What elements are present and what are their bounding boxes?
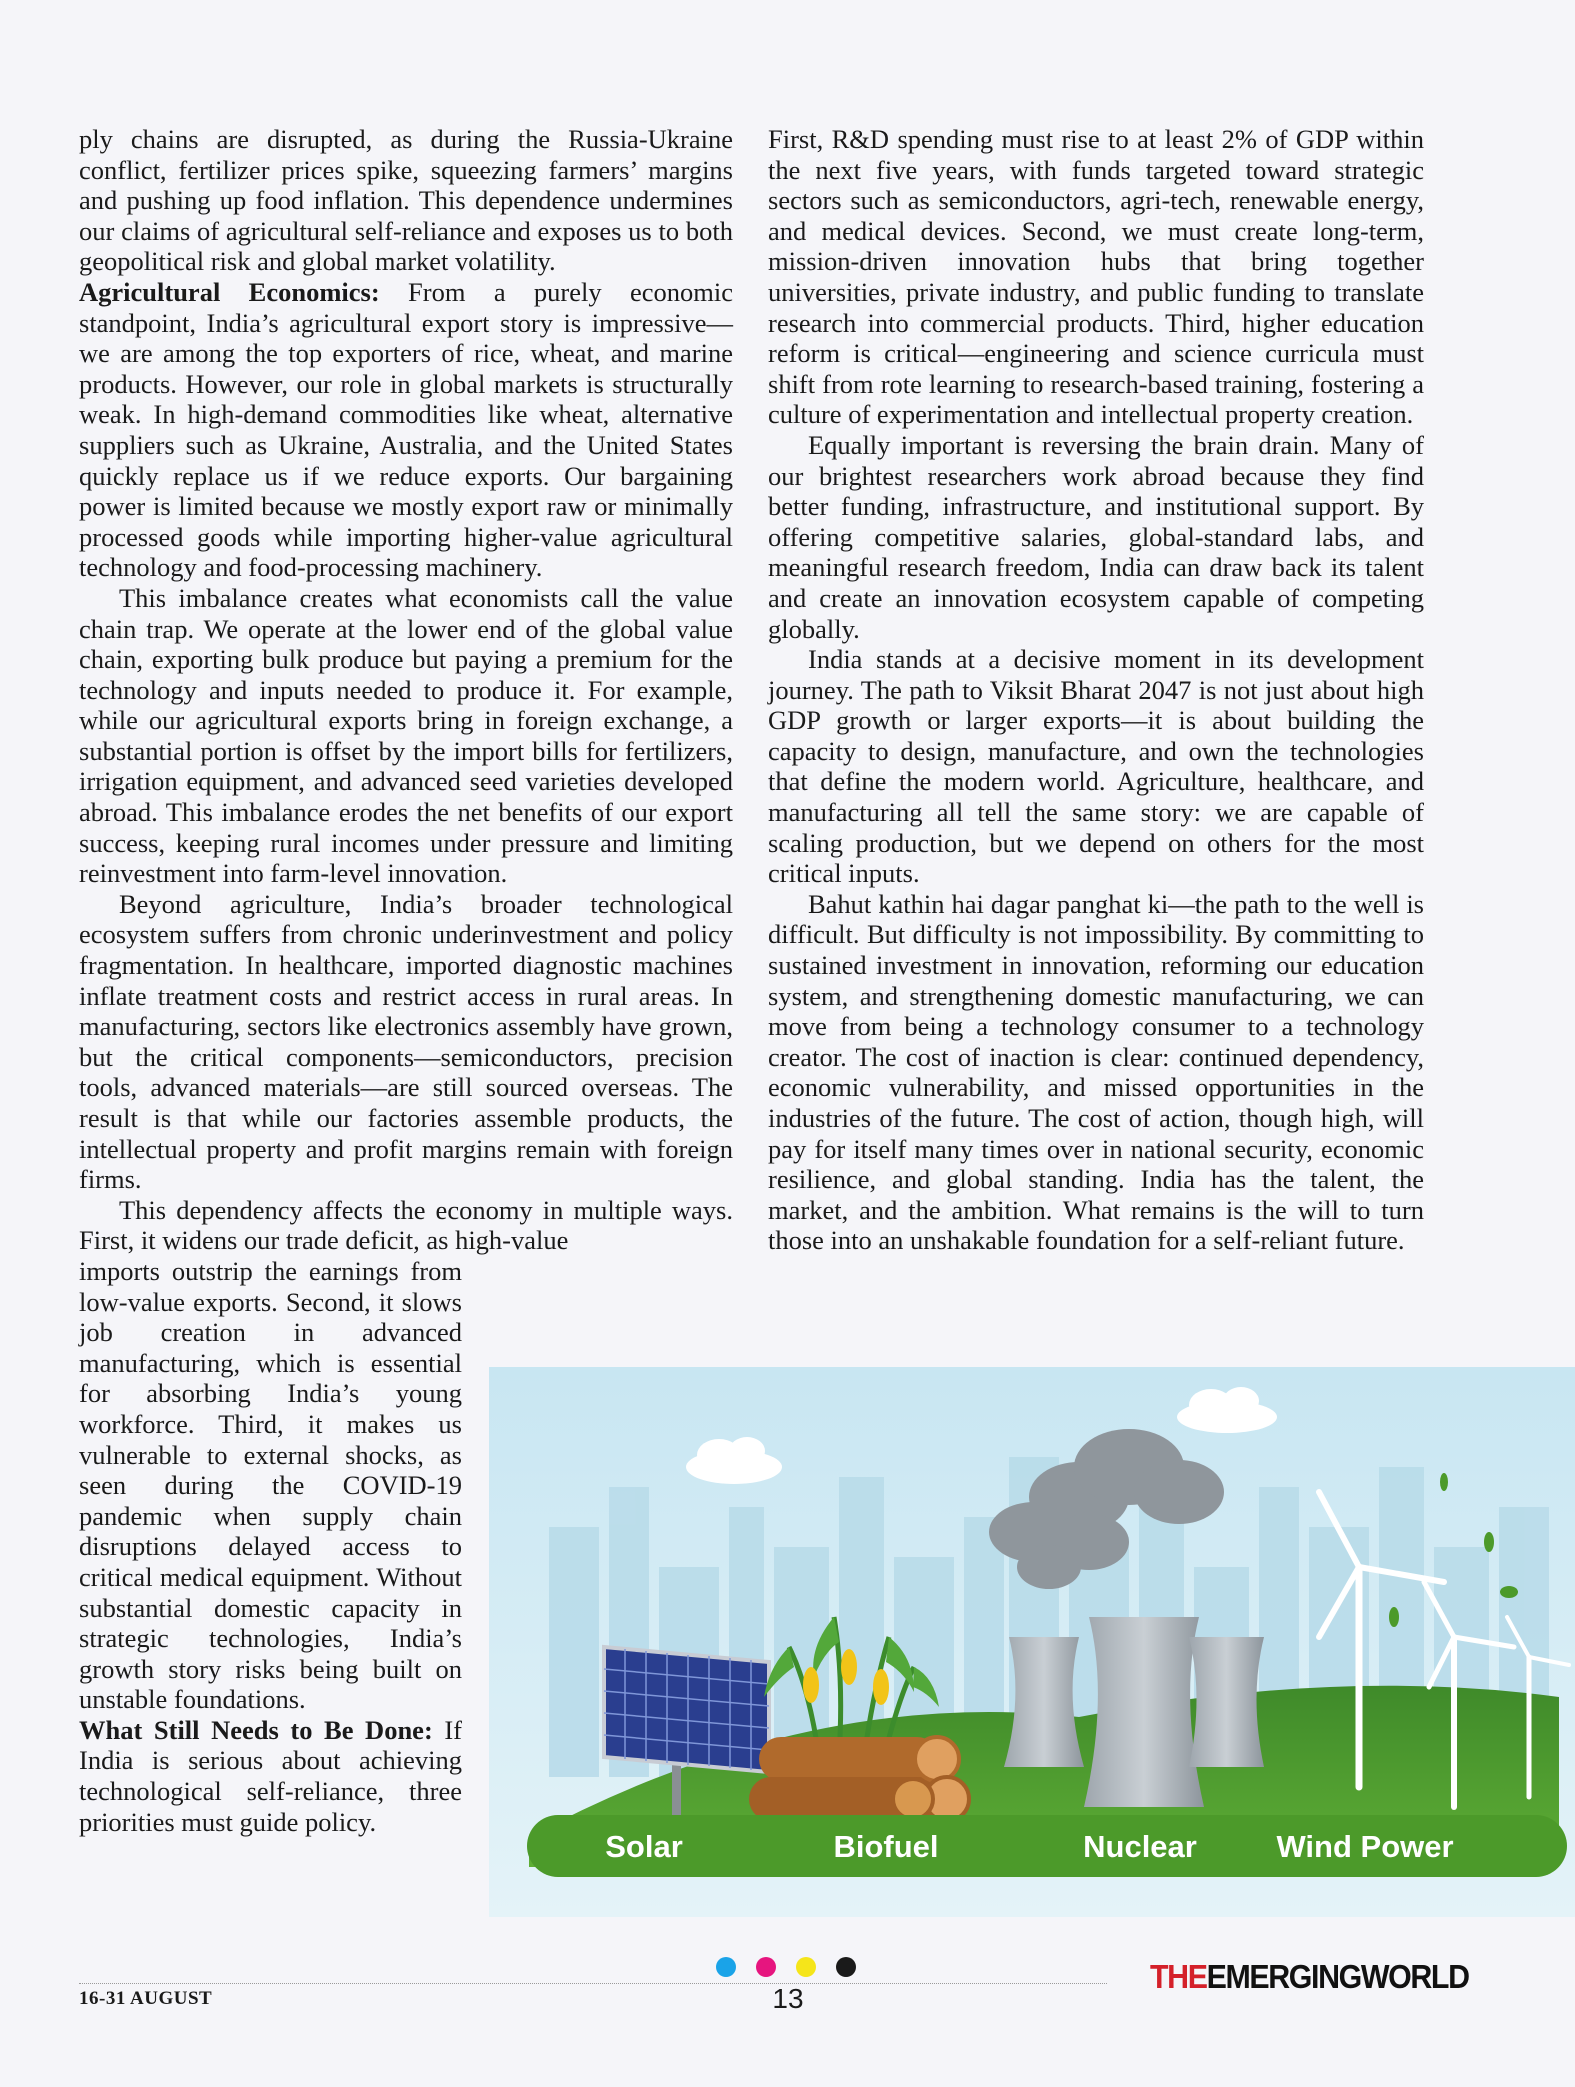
article-right-column: [768, 124, 1424, 1256]
paragraph: Beyond agriculture, India’s broader technological ecosystem suffers from chronic underinvestment and policy fragmentation. In healthcare, imported diagnostic machines inflate treatment costs and restrict access in rural areas. In manufacturing, sectors like electronics assembly have grown, but the critical components—semiconductors, precision tools, advanced materials—are still sourced overseas. The result is that while our factories assemble products, the intellectual property and profit margins remain with foreign firms.: [79, 888, 733, 1195]
paragraph: First, R&D spending must rise to at least 2% of GDP within the next five years, with funds targeted toward strategic sectors such as semiconductors, agri-tech, renewable energy, and medical devices. Second, we must create long-term, mission-driven innovation hubs that bring together universities, private industry, and public funding to translate research into commercial products. Third, higher education reform is critical—engineering and science curricula must shift from rote learning to research-based training, fostering a culture of experimentation and intellectual property creation.: [768, 124, 1424, 430]
section-heading: What Still Needs to Be Done:: [79, 1714, 433, 1745]
biofuel-logs-icon: [749, 1737, 969, 1821]
footer-divider: [79, 1983, 1107, 1984]
paragraph-text: If India is serious about achieving technological self-reliance, three priorities must guide policy.: [79, 1714, 462, 1837]
paragraph: This dependency affects the economy in multiple ways. First, it widens our trade deficit, as high-value: [79, 1194, 733, 1256]
label-solar: Solar: [605, 1829, 683, 1864]
issue-date: 16-31 AUGUST: [79, 1988, 213, 2009]
print-registration-dot: [796, 1957, 816, 1977]
magazine-logo: [1150, 1958, 1469, 1996]
paragraph: [79, 277, 733, 583]
label-biofuel: Biofuel: [833, 1829, 939, 1864]
paragraph: Bahut kathin hai dagar panghat ki—the path to the well is difficult. But difficulty is not impossibility. By committing to sustained investment in innovation, reforming our education system, and strengthening domestic manufacturing, we can move from being a technology consumer to a technology creator. The cost of inaction is clear: continued dependency, economic vulnerability, and missed opportunities in the industries of the future. The cost of action, though high, will pay for itself many times over in national security, economic resilience, and global standing. India has the talent, the market, and the ambition. What remains is the will to turn those into an unshakable foundation for a self-reliant future.: [768, 888, 1424, 1256]
page-number: 13: [772, 1983, 804, 2014]
paragraph: India stands at a decisive moment in its development journey. The path to Viksit Bharat 2047 is not just about high GDP growth or larger exports—it is about building the capacity to design, manufacture, and own the technologies that define the modern world. Agriculture, healthcare, and manufacturing all tell the same story: we are capable of scaling production, but we depend on others for the most critical inputs.: [768, 644, 1424, 889]
renewable-energy-illustration: [489, 1367, 1575, 1917]
print-registration-dot: [836, 1957, 856, 1977]
logo-the: THE: [1150, 1958, 1207, 1995]
print-registration-dot: [716, 1957, 736, 1977]
section-heading: Agricultural Economics:: [79, 276, 380, 307]
print-registration-dot: [756, 1957, 776, 1977]
paragraph: This imbalance creates what economists call the value chain trap. We operate at the lower end of the global value chain, exporting bulk produce but paying a premium for the technology and inputs needed to produce it. For example, while our agricultural exports bring in foreign exchange, a substantial portion is offset by the import bills for fertilizers, irrigation equipment, and advanced seed varieties developed abroad. This imbalance erodes the net benefits of our export success, keeping rural incomes under pressure and limiting reinvestment into farm-level innovation.: [79, 582, 733, 889]
paragraph: ply chains are disrupted, as during the Russia-Ukraine conflict, fertilizer prices spike, squeezing farmers’ margins and pushing up food inflation. This dependence undermines our claims of agricultural self-reliance and exposes us to both geopolitical risk and global market volatility.: [79, 124, 733, 277]
paragraph: [79, 1715, 462, 1837]
logo-name: EMERGINGWORLD: [1206, 1958, 1469, 1995]
label-wind-power: Wind Power: [1276, 1829, 1454, 1864]
label-nuclear: Nuclear: [1083, 1829, 1197, 1864]
paragraph-text: From a purely economic standpoint, India’s agricultural export story is impressive—we are among the top exporters of rice, wheat, and marine products. However, our role in global markets is structurally weak. In high-demand commodities like wheat, alternative suppliers such as Ukraine, Australia, and the United States quickly replace us if we reduce exports. Our bargaining power is limited because we mostly export raw or minimally processed goods while importing higher-value agricultural technology and food-processing machinery.: [79, 276, 733, 583]
paragraph: imports outstrip the earnings from low-value exports. Second, it slows job creation in advanced manufacturing, which is essential for absorbing India’s young workforce. Third, it makes us vulnerable to external shocks, as seen during the COVID-19 pandemic when supply chain disruptions delayed access to critical medical equipment. Without substantial domestic capacity in strategic technologies, India’s growth story risks being built on unstable foundations.: [79, 1255, 462, 1715]
paragraph: Equally important is reversing the brain drain. Many of our brightest researchers work abroad because they find better funding, infrastructure, and institutional support. By offering competitive salaries, global-standard labs, and meaningful research freedom, India can draw back its talent and create an innovation ecosystem capable of competing globally.: [768, 429, 1424, 644]
